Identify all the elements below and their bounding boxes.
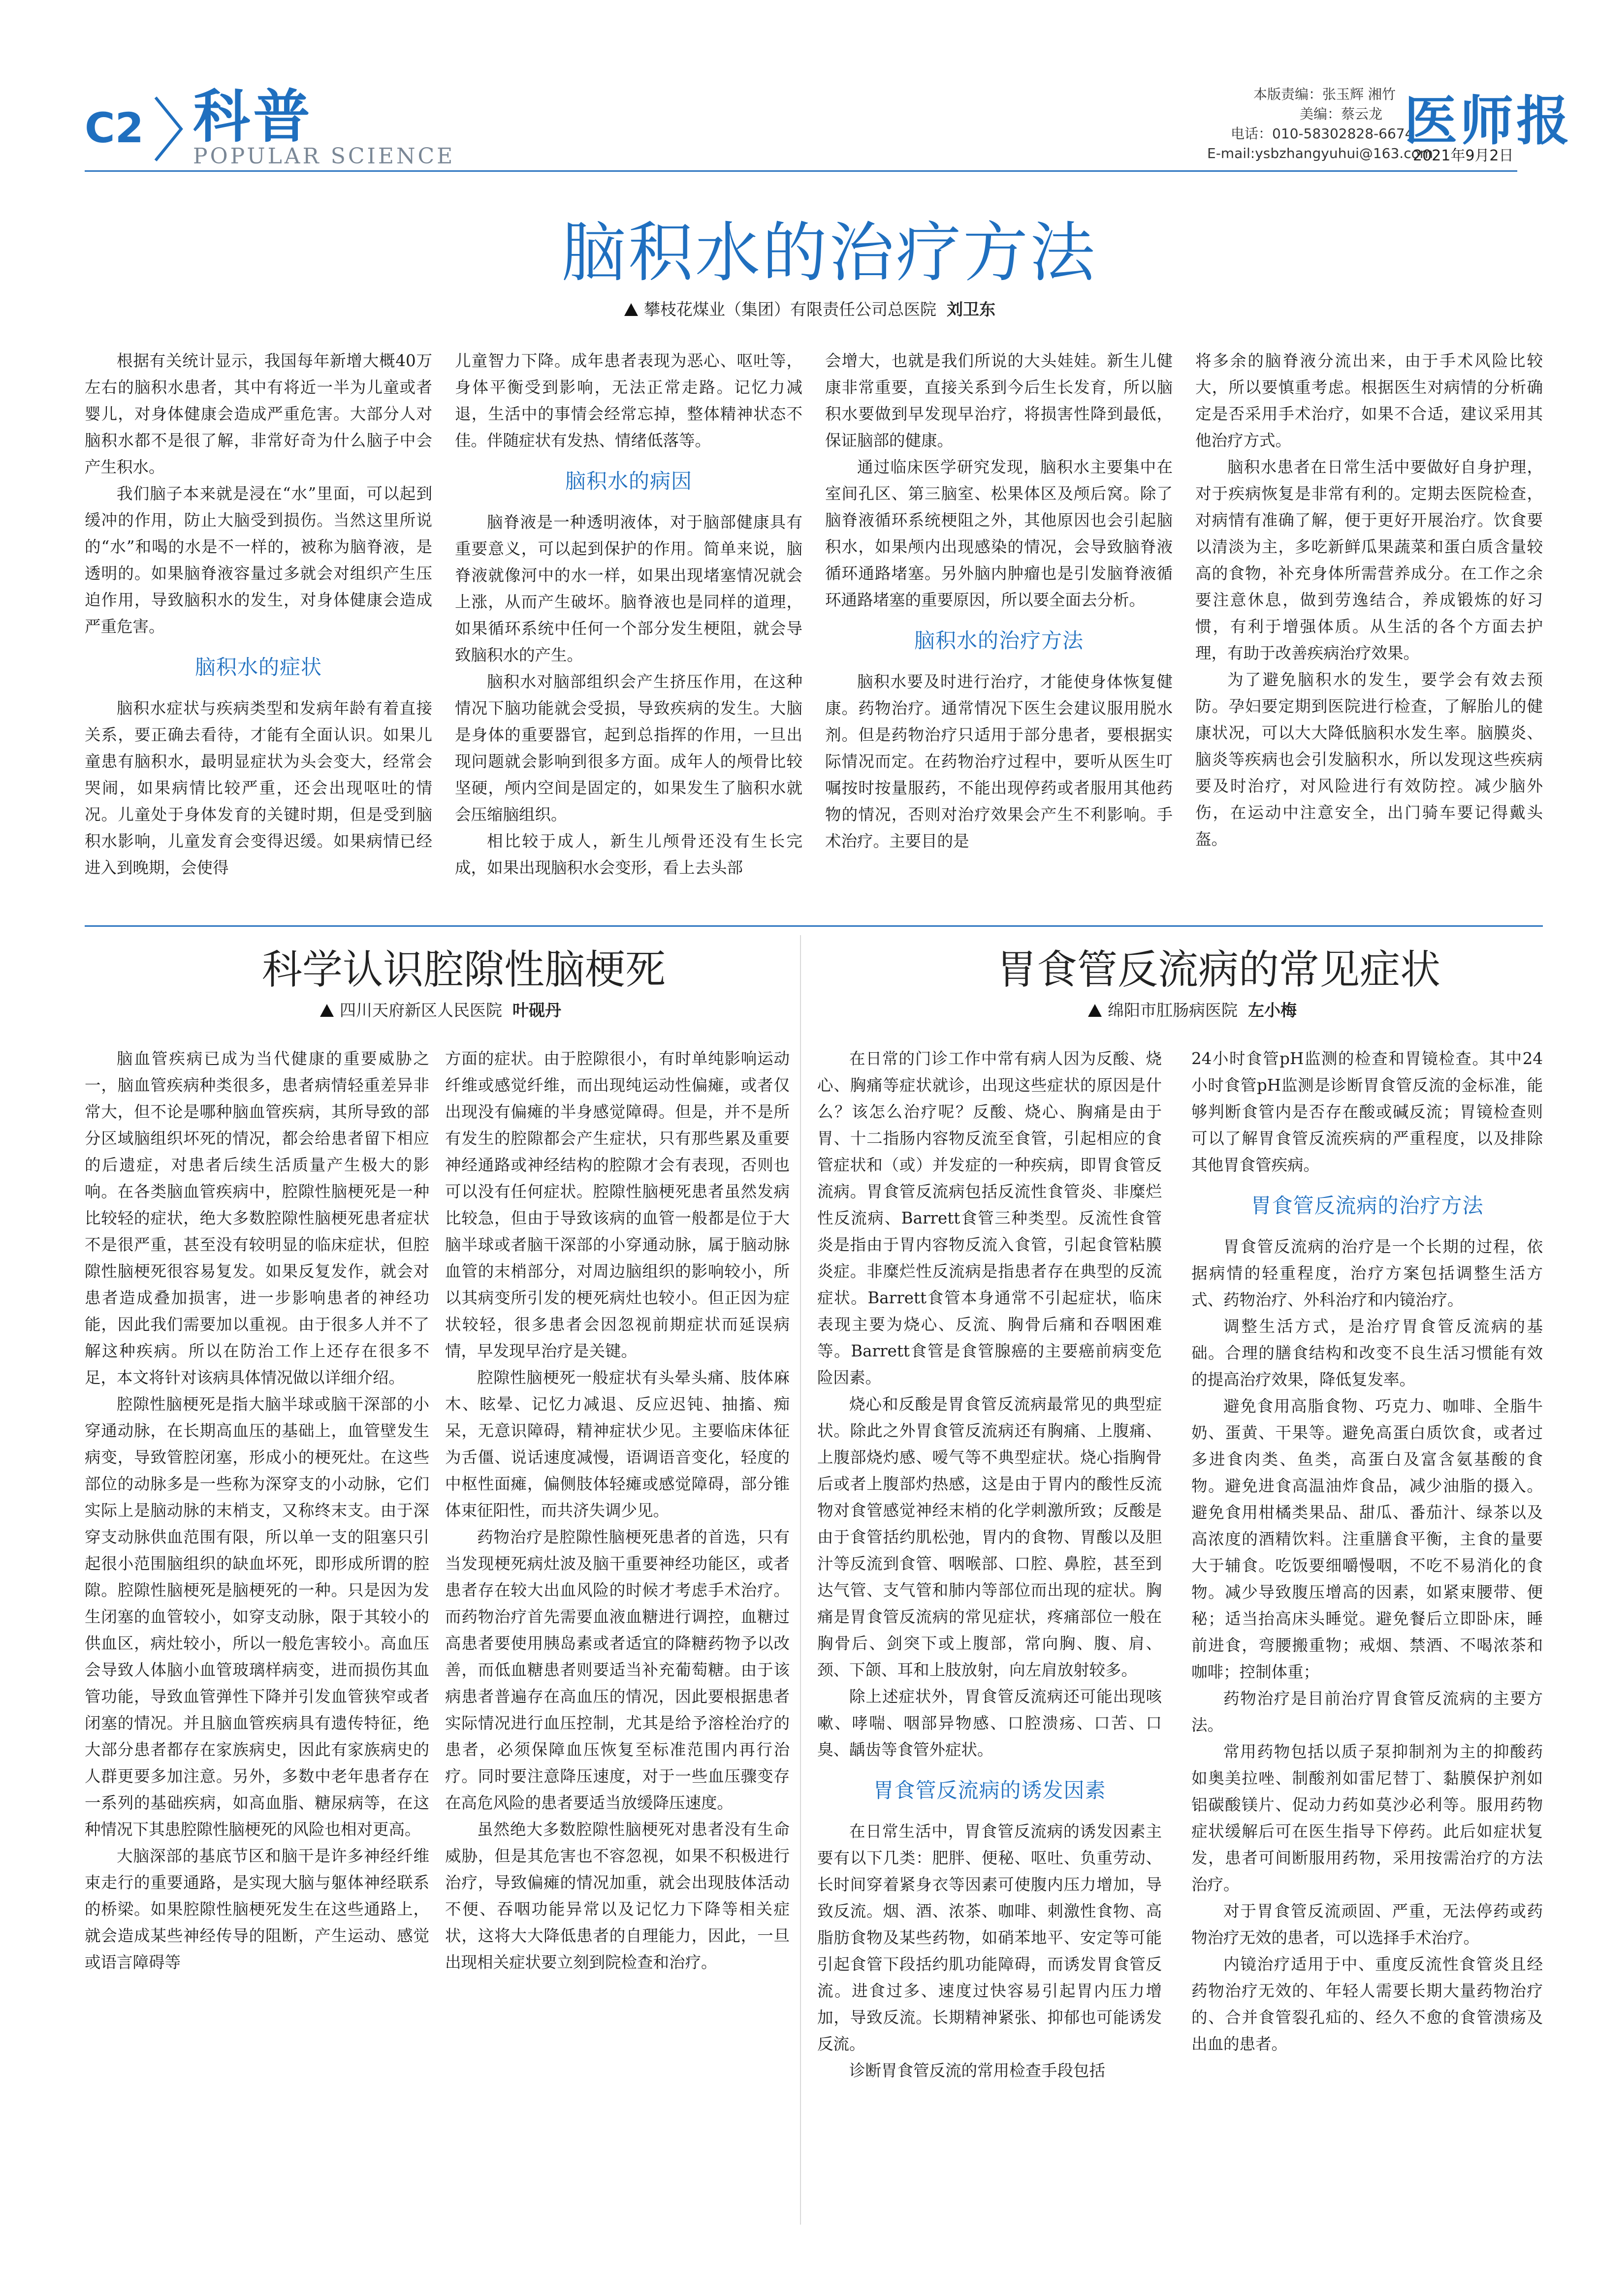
paragraph: 胃食管反流病的治疗是一个长期的过程，依据病情的轻重程度，治疗方案包括调整生活方式、药物治疗、外科治疗和内镜治疗。 [1191,1237,1543,1309]
article3-byline-author: 左小梅 [1247,1001,1297,1020]
triangle-icon [320,1004,334,1017]
section-title: 科普 [193,84,313,150]
paragraph: 会增大，也就是我们所说的大头娃娃。新生儿健康非常重要，直接关系到今后生长发育，所以脑积水要做到早发现早治疗，将损害性降到最低，保证脑部的健康。 [825,351,1173,450]
paragraph: 脑血管疾病已成为当代健康的重要威胁之一，脑血管疾病种类很多，患者病情轻重差异非常大，但不论是哪种脑血管疾病，其所导致的部分区域脑组织坏死的情况，都会给患者留下相应的后遗症，对患者后续生活质量产生极大的影响。在各类脑血管疾病中，腔隙性脑梗死是一种比较轻的症状，绝大多数腔隙性脑梗死患者症状不是很严重，甚至没有较明显的临床症状，但腔隙性脑梗死很容易复发。如果反复发作，就会对患者造成叠加损害，进一步影响患者的神经功能，因此我们需要加以重视。由于很多人并不了解这种疾病。所以在防治工作上还存在很多不足，本文将针对该病具体情况做以详细介绍。 [85,1049,429,1387]
brand-logo: 医师报 [1404,90,1573,152]
article1-byline-author: 刘卫东 [946,300,995,319]
paragraph: 为了避免脑积水的发生，要学会有效去预防。孕妇要定期到医院进行检查，了解胎儿的健康状况，可以大大降低脑积水发生率。脑膜炎、脑炎等疾病也会引发脑积水，所以发现这些疾病要及时治疗，对风险进行有效防控。减少脑外伤，在运动中注意安全，出门骑车要记得戴头盔。 [1195,670,1543,849]
section-heading: 脑积水的治疗方法 [914,629,1084,653]
paragraph: 儿童智力下降。成年患者表现为恶心、呕吐等，身体平衡受到影响，无法正常走路。记忆力减退，生活中的事情会经常忘掉，整体精神状态不佳。伴随症状有发热、情绪低落等。 [455,351,802,450]
paragraph: 将多余的脑脊液分流出来，由于手术风险比较大，所以要慎重考虑。根据医生对病情的分析确定是否采用手术治疗，如果不合适，建议采用其他治疗方式。 [1195,351,1543,450]
article1-byline-org: 攀枝花煤业（集团）有限责任公司总医院 [644,300,936,319]
editor-credit: 本版责编：张玉辉 湘竹 [1253,86,1396,102]
paragraph: 腔隙性脑梗死是指大脑半球或脑干深部的小穿通动脉，在长期高血压的基础上，血管壁发生病变，导致管腔闭塞，形成小的梗死灶。在这些部位的动脉多是一些称为深穿支的小动脉，它们实际上是脑动脉的末梢支，又称终末支。由于深穿支动脉供血范围有限，所以单一支的阻塞只引起很小范围脑组织的缺血坏死，即形成所谓的腔隙。腔隙性脑梗死是脑梗死的一种。只是因为发生闭塞的血管较小，如穿支动脉，限于其较小的供血区，病灶较小，所以一般危害较小。高血压会导致人体脑小血管玻璃样病变，进而损伤其血管功能，导致血管弹性下降并引发血管狭窄或者闭塞的情况。并且脑血管疾病具有遗传特征，绝大部分患者都存在家族病史，因此有家族病史的人群更要多加注意。另外，多数中老年患者存在一系列的基础疾病，如高血脂、糖尿病等，在这种情况下其患腔隙性脑梗死的风险也相对更高。 [85,1395,429,1839]
section-divider [85,925,1543,927]
article1-title: 脑积水的治疗方法 [561,215,1097,291]
article1-column-1 [85,347,432,913]
paragraph: 在日常生活中，胃食管反流病的诱发因素主要有以下几类：肥胖、便秘、呕吐、负重劳动、长时间穿着紧身衣等因素可使腹内压力增加，导致反流。烟、酒、浓茶、咖啡、刺激性食物、高脂肪食物及某些药物，如硝苯地平、安定等可能引起食管下段括约肌功能障碍，而诱发胃食管反流。进食过多、速度过快容易引起胃内压力增加，导致反流。长期精神紧张、抑郁也可能诱发反流。 [817,1822,1162,2053]
article2-column-1 [85,1045,429,2227]
article-column-divider [800,935,801,2225]
paragraph: 虽然绝大多数腔隙性脑梗死对患者没有生命威胁，但是其危害也不容忽视，如果不积极进行治疗，导致偏瘫的情况加重，就会出现肢体活动不便、吞咽功能异常以及记忆力下降等相关症状，这将大大降低患者的自理能力，因此，一旦出现相关症状要立刻到院检查和治疗。 [445,1820,790,1972]
section-subtitle: POPULAR SCIENCE [193,144,455,169]
article2-byline [320,1002,561,1018]
article2-byline-org: 四川天府新区人民医院 [340,1001,502,1020]
section-heading: 胃食管反流病的治疗方法 [1250,1194,1484,1218]
article1-byline [624,301,995,317]
article3-title: 胃食管反流病的常见症状 [996,946,1441,993]
paragraph: 24小时食管pH监测的检查和胃镜检查。其中24小时食管pH监测是诊断胃食管反流的金标准，能够判断食管内是否存在酸或碱反流；胃镜检查则可以了解胃食管反流疾病的严重程度，以及排除其他胃食管疾病。 [1191,1049,1543,1174]
article3-column-1 [817,1045,1162,2227]
paragraph: 脑积水对脑部组织会产生挤压作用，在这种情况下脑功能就会受损，导致疾病的发生。大脑是身体的重要器官，起到总指挥的作用，一旦出现问题就会影响到很多方面。成年人的颅骨比较坚硬，颅内空间是固定的，如果发生了脑积水就会压缩脑组织。 [455,672,802,824]
paragraph: 药物治疗是目前治疗胃食管反流病的主要方法。 [1191,1689,1543,1734]
article1-column-2 [455,347,802,913]
paragraph: 相比较于成人，新生儿颅骨还没有生长完成，如果出现脑积水会变形，看上去头部 [455,832,802,877]
article2-title: 科学认识腔隙性脑梗死 [262,946,666,993]
contact-email: E-mail:ysbzhangyuhui@163.com [1207,145,1434,161]
triangle-icon [1088,1004,1102,1017]
chevron-right-icon [152,94,186,163]
paragraph: 根据有关统计显示，我国每年新增大概40万左右的脑积水患者，其中有将近一半为儿童或者婴儿，对身体健康会造成严重危害。大部分人对脑积水都不是很了解，非常好奇为什么脑子中会产生积水。 [85,351,432,476]
section-heading: 胃食管反流病的诱发因素 [873,1778,1106,1802]
masthead-rule [85,170,1517,172]
paragraph: 脑积水症状与疾病类型和发病年龄有着直接关系，要正确去看待，才能有全面认识。如果儿童患有脑积水，最明显症状为头会变大，经常会哭闹，如果病情比较严重，还会出现呕吐的情况。儿童处于身体发育的关键时期，但是受到脑积水影响，儿童发育会变得迟缓。如果病情已经进入到晚期，会使得 [85,699,432,877]
paragraph: 方面的症状。由于腔隙很小，有时单纯影响运动纤维或感觉纤维，而出现纯运动性偏瘫，或者仅出现没有偏瘫的半身感觉障碍。但是，并不是所有发生的腔隙都会产生症状，只有那些累及重要神经通路或神经结构的腔隙才会有表现，否则也可以没有任何症状。腔隙性脑梗死患者虽然发病比较急，但由于导致该病的血管一般都是位于大脑半球或者脑干深部的小穿通动脉，属于脑动脉血管的末梢部分，对周边脑组织的影响较小，所以其病变所引发的梗死病灶也较小。但正因为症状较轻，很多患者会因忽视前期症状而延误病情，早发现早治疗是关键。 [445,1049,790,1360]
article3-byline [1088,1002,1297,1018]
paragraph: 大脑深部的基底节区和脑干是许多神经纤维束走行的重要通路，是实现大脑与躯体神经联系的桥梁。如果腔隙性脑梗死发生在这些通路上，就会造成某些神经传导的阻断，产生运动、感觉或语言障碍等 [85,1847,429,1972]
paragraph: 腔隙性脑梗死一般症状有头晕头痛、肢体麻木、眩晕、记忆力减退、反应迟钝、抽搐、痴呆，无意识障碍，精神症状少见。主要临床体征为舌僵、说话速度减慢，语调语音变化，轻度的中枢性面瘫，偏侧肢体轻瘫或感觉障碍，部分锥体束征阳性，而共济失调少见。 [445,1368,790,1520]
paragraph: 避免食用高脂食物、巧克力、咖啡、全脂牛奶、蛋黄、干果等。避免高蛋白质饮食，或者过多进食肉类、鱼类，高蛋白及富含氨基酸的食物。避免进食高温油炸食品，减少油脂的摄入。避免食用柑橘类果品、甜瓜、番茄汁、绿茶以及高浓度的酒精饮料。注重膳食平衡，主食的量要大于辅食。吃饭要细嚼慢咽，不吃不易消化的食物。减少导致腹压增高的因素，如紧束腰带、便秘；适当抬高床头睡觉。避免餐后立即卧床，睡前进食，弯腰搬重物；戒烟、禁酒、不喝浓茶和咖啡；控制体重； [1191,1397,1543,1681]
article2-byline-author: 叶砚丹 [512,1001,561,1020]
paragraph: 常用药物包括以质子泵抑制剂为主的抑酸药如奥美拉唑、制酸剂如雷尼替丁、黏膜保护剂如铝碳酸镁片、促动力药如莫沙必利等。服用药物症状缓解后可在医生指导下停药。此后如症状复发，患者可间断服用药物，采用按需治疗的方法治疗。 [1191,1742,1543,1894]
article1-column-4 [1195,347,1543,913]
paragraph: 我们脑子本来就是浸在“水”里面，可以起到缓冲的作用，防止大脑受到损伤。当然这里所说的“水”和喝的水是不一样的，被称为脑脊液，是透明的。如果脑脊液容量过多就会对组织产生压迫作用，导致脑积水的发生，对身体健康会造成严重危害。 [85,484,432,636]
section-number: C2 [85,104,144,152]
paragraph: 烧心和反酸是胃食管反流病最常见的典型症状。除此之外胃食管反流病还有胸痛、上腹痛、上腹部烧灼感、嗳气等不典型症状。烧心指胸骨后或者上腹部灼热感，这是由于胃内的酸性反流物对食管感觉神经末梢的化学刺激所致；反酸是由于食管括约肌松弛，胃内的食物、胃酸以及胆汁等反流到食管、咽喉部、口腔、鼻腔，甚至到达气管、支气管和肺内等部位而出现的症状。胸痛是胃食管反流病的常见症状，疼痛部位一般在胸骨后、剑突下或上腹部，常向胸、腹、肩、颈、下颌、耳和上肢放射，向左肩放射较多。 [817,1395,1162,1679]
paragraph: 在日常的门诊工作中常有病人因为反酸、烧心、胸痛等症状就诊，出现这些症状的原因是什么？该怎么治疗呢？反酸、烧心、胸痛是由于胃、十二指肠内容物反流至食管，引起相应的食管症状和（或）并发症的一种疾病，即胃食管反流病。胃食管反流病包括反流性食管炎、非糜烂性反流病、Barrett食管三种类型。反流性食管炎是指由于胃内容物反流入食管，引起食管粘膜炎症。非糜烂性反流病是指患者存在典型的反流症状。Barrett食管本身通常不引起症状，临床表现主要为烧心、反流、胸骨后痛和吞咽困难等。Barrett食管是食管腺癌的主要癌前病变危险因素。 [817,1049,1162,1387]
paragraph: 内镜治疗适用于中、重度反流性食管炎且经药物治疗无效的、年轻人需要长期大量药物治疗的、合并食管裂孔疝的、经久不愈的食管溃疡及出血的患者。 [1191,1955,1543,2053]
issue-date: 2021年9月2日 [1413,147,1514,164]
paragraph: 脑积水患者在日常生活中要做好自身护理，对于疾病恢复是非常有利的。定期去医院检查，对病情有准确了解，便于更好开展治疗。饮食要以清淡为主，多吃新鲜瓜果蔬菜和蛋白质含量较高的食物，补充身体所需营养成分。在工作之余要注意休息，做到劳逸结合，养成锻炼的好习惯，有利于增强体质。从生活的各个方面去护理，有助于改善疾病治疗效果。 [1195,458,1543,662]
paragraph: 调整生活方式，是治疗胃食管反流病的基础。合理的膳食结构和改变不良生活习惯能有效的提高治疗效果，降低复发率。 [1191,1317,1543,1389]
paragraph: 脑脊液是一种透明液体，对于脑部健康具有重要意义，可以起到保护的作用。简单来说，脑脊液就像河中的水一样，如果出现堵塞情况就会上涨，从而产生破坏。脑脊液也是同样的道理，如果循环系统中任何一个部分发生梗阻，就会导致脑积水的产生。 [455,513,802,664]
paragraph: 除上述症状外，胃食管反流病还可能出现咳嗽、哮喘、咽部异物感、口腔溃疡、口苦、口臭、龋齿等食管外症状。 [817,1687,1162,1759]
paragraph: 诊断胃食管反流的常用检查手段包括 [849,2061,1106,2080]
article1-column-3 [825,347,1173,913]
contact-phone: 电话：010-58302828-6674 [1231,126,1414,142]
section-heading: 脑积水的病因 [565,469,692,493]
paragraph: 脑积水要及时进行治疗，才能使身体恢复健康。药物治疗。通常情况下医生会建议服用脱水剂。但是药物治疗只适用于部分患者，要根据实际情况而定。在药物治疗过程中，要听从医生叮嘱按时按量服药，不能出现停药或者服用其他药物的情况，否则对治疗效果会产生不利影响。手术治疗。主要目的是 [825,672,1173,850]
triangle-icon [624,303,638,316]
art-editor-credit: 美编：蔡云龙 [1300,106,1383,122]
paragraph: 对于胃食管反流顽固、严重，无法停药或药物治疗无效的患者，可以选择手术治疗。 [1191,1902,1543,1947]
article2-column-2 [445,1045,790,2227]
paragraph: 药物治疗是腔隙性脑梗死患者的首选，只有当发现梗死病灶波及脑干重要神经功能区，或者患者存在较大出血风险的时候才考虑手术治疗。而药物治疗首先需要血液血糖进行调控，血糖过高患者要使用胰岛素或者适宜的降糖药物予以改善，而低血糖患者则要适当补充葡萄糖。由于该病患者普遍存在高血压的情况，因此要根据患者实际情况进行血压控制，尤其是给予溶栓治疗的患者，必须保障血压恢复至标准范围内再行治疗。同时要注意降压速度，对于一些血压骤变存在高危风险的患者要适当放缓降压速度。 [445,1528,790,1812]
article3-column-2 [1191,1045,1543,2227]
article3-byline-org: 绵阳市肛肠病医院 [1108,1001,1238,1020]
section-heading: 脑积水的症状 [194,655,322,679]
paragraph: 通过临床医学研究发现，脑积水主要集中在室间孔区、第三脑室、松果体区及颅后窝。除了脑脊液循环系统梗阻之外，其他原因也会引起脑积水，如果颅内出现感染的情况，会导致脑脊液循环通路堵塞。另外脑内肿瘤也是引发脑脊液循环通路堵塞的重要原因，所以要全面去分析。 [825,458,1173,609]
